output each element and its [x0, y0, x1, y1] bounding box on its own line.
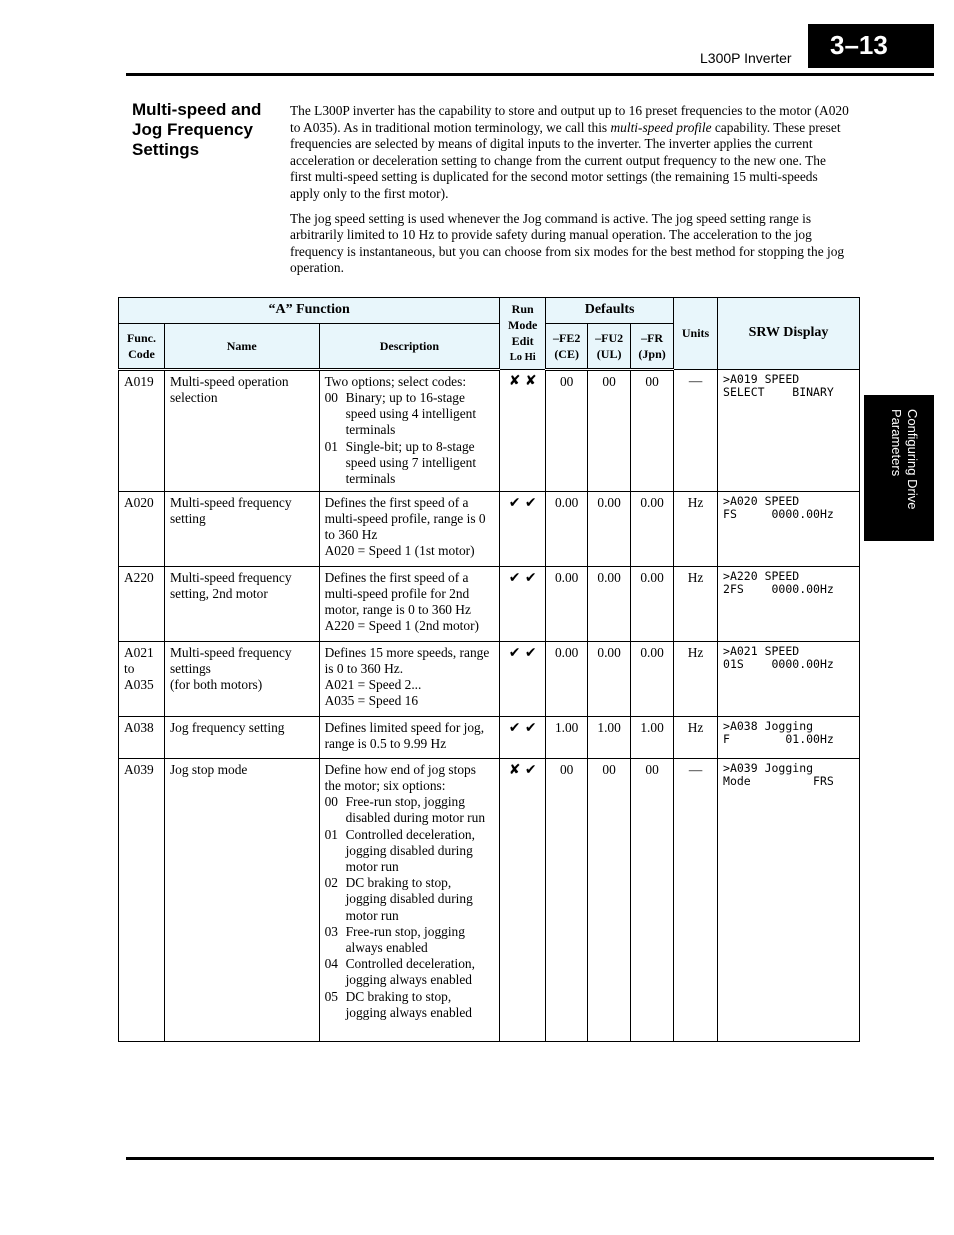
param-name: Jog stop mode: [164, 758, 319, 1041]
fu2-header: [588, 324, 631, 370]
option-text: Free-run stop, jogging always enabled: [345, 923, 465, 956]
func-code: A039: [119, 758, 165, 1041]
option-text: DC braking to stop, jogging disabled during motor run: [345, 875, 473, 923]
srw-display: [718, 491, 860, 566]
footer-rule: [126, 1157, 934, 1160]
fe2-h1: –FE2: [552, 330, 581, 345]
option-item: [325, 989, 495, 1021]
param-description: Defines limited speed for jog, range is 0.5 to 9.99 Hz: [319, 716, 500, 758]
header-rule: [126, 73, 934, 76]
units: Hz: [674, 641, 718, 716]
func-code: A020: [119, 491, 165, 566]
description-intro: Defines the first speed of a multi-speed profile for 2nd motor, range is 0 to 360 Hz: [324, 569, 471, 618]
table-row: [119, 566, 860, 641]
srw-line-2: 01S 0000.00Hz: [723, 656, 834, 671]
param-name: [164, 641, 319, 716]
srw-display: [718, 716, 860, 758]
param-name: Multi-speed frequency setting: [164, 491, 319, 566]
option-text: DC braking to stop, jogging always enabled: [345, 988, 472, 1020]
default-fr: 0.00: [631, 566, 674, 641]
table-row: [119, 491, 860, 566]
default-fe2: 00: [546, 758, 588, 1041]
srw-line-2: FS 0000.00Hz: [723, 506, 834, 521]
function-group-header: “A” Function: [119, 298, 500, 324]
srw-line-1: >A039 Jogging: [723, 760, 814, 775]
default-fu2: 1.00: [588, 716, 631, 758]
side-tab-line2: Parameters: [889, 409, 904, 477]
default-fu2: 0.00: [588, 566, 631, 641]
running-header-title: L300P Inverter: [700, 50, 792, 66]
fe2-h2: (CE): [554, 347, 579, 361]
option-text: Single-bit; up to 8-stage speed using 7 intelligent terminals: [345, 438, 477, 487]
default-fe2: 0.00: [546, 491, 588, 566]
intro-p1-text-b: capability. These preset frequencies are selected by means of digital inputs to the inverter. The inverter applies the current acceleration or deceleration setting to change from the current output frequency to the new one. The first multi-speed setting is duplicated for the second motor settings (the remaining 15 multi-speeds apply only to the first motor).: [290, 119, 841, 201]
fu2-h2: (UL): [596, 347, 622, 361]
func-code: A220: [119, 566, 165, 641]
run-mode-edit: ✘ ✔: [500, 758, 546, 1041]
option-item: [325, 827, 495, 876]
option-code: 01: [324, 826, 338, 842]
srw-line-1: >A021 SPEED: [723, 643, 800, 658]
parameter-table: [118, 297, 860, 1042]
table-row: [119, 716, 860, 758]
description-extra: A020 = Speed 1 (1st motor): [324, 543, 475, 559]
srw-line-1: >A220 SPEED: [723, 568, 800, 583]
default-fr: 00: [631, 369, 674, 491]
side-tab-line1: Configuring Drive: [905, 409, 920, 510]
func-code-to: to: [124, 661, 135, 677]
run-mode-h2: Mode: [508, 318, 538, 333]
func-code-h1: Func.: [126, 330, 156, 345]
param-name: Multi-speed frequency setting, 2nd motor: [164, 566, 319, 641]
run-mode-h3: Edit: [511, 334, 534, 349]
default-fe2: 00: [546, 369, 588, 491]
srw-display: [718, 641, 860, 716]
default-fu2: 00: [588, 758, 631, 1041]
option-code: 02: [324, 875, 338, 891]
run-mode-edit: ✔ ✔: [500, 641, 546, 716]
srw-display-header: SRW Display: [718, 298, 860, 370]
default-fu2: 0.00: [588, 491, 631, 566]
intro-p1-emphasis: multi-speed profile: [610, 119, 712, 135]
option-item: [325, 390, 495, 439]
func-code: [119, 641, 165, 716]
description-intro: Define how end of jog stops the motor; six options:: [324, 761, 476, 794]
run-mode-edit: ✔ ✔: [500, 566, 546, 641]
param-description: [319, 369, 500, 491]
intro-paragraph-1: [290, 103, 850, 203]
srw-display: [718, 566, 860, 641]
units-header: Units: [674, 298, 718, 370]
description-extra-2: A035 = Speed 16: [324, 693, 419, 709]
option-text: Controlled deceleration, jogging disabled during motor run: [345, 826, 475, 875]
run-mode-edit: ✘ ✘: [500, 369, 546, 491]
fe2-header: [546, 324, 588, 370]
param-name-main: Multi-speed frequency settings: [169, 644, 292, 677]
param-name-note: (for both motors): [169, 677, 263, 693]
description-header: Description: [319, 324, 500, 370]
units: —: [674, 369, 718, 491]
func-code: A019: [119, 369, 165, 491]
option-code: 00: [324, 390, 338, 406]
run-mode-edit: ✔ ✔: [500, 491, 546, 566]
param-description: [319, 566, 500, 641]
param-name: Jog frequency setting: [164, 716, 319, 758]
option-text: Controlled deceleration, jogging always enabled: [345, 956, 475, 988]
srw-line-1: >A020 SPEED: [723, 493, 800, 508]
srw-line-1: >A038 Jogging: [723, 718, 814, 733]
units: —: [674, 758, 718, 1041]
func-code-start: A021: [124, 644, 154, 660]
fr-h2: (Jpn): [638, 347, 666, 361]
default-fe2: 1.00: [546, 716, 588, 758]
description-intro: Two options; select codes:: [324, 373, 467, 389]
defaults-header: Defaults: [546, 298, 674, 324]
option-text: Binary; up to 16-stage speed using 4 intelligent terminals: [345, 390, 477, 438]
option-code: 04: [324, 956, 338, 972]
srw-line-2: 2FS 0000.00Hz: [723, 581, 834, 596]
srw-line-1: >A019 SPEED: [723, 371, 800, 386]
option-item: [325, 924, 495, 956]
option-code: 05: [324, 988, 338, 1004]
description-intro: Defines 15 more speeds, range is 0 to 360 Hz.: [324, 644, 490, 677]
fr-header: [631, 324, 674, 370]
default-fr: 1.00: [631, 716, 674, 758]
default-fr: 0.00: [631, 641, 674, 716]
default-fe2: 0.00: [546, 641, 588, 716]
func-code-end: A035: [124, 677, 154, 693]
param-name: Multi-speed operation selection: [164, 369, 319, 491]
option-text: Free-run stop, jogging disabled during motor run: [345, 794, 486, 826]
table-row: [119, 758, 860, 1041]
option-item: [325, 439, 495, 488]
name-header: Name: [164, 324, 319, 370]
srw-display: [718, 369, 860, 491]
func-code-h2: Code: [128, 347, 155, 361]
section-intro: [290, 103, 850, 285]
option-code: 01: [324, 438, 338, 454]
run-mode-edit: ✔ ✔: [500, 716, 546, 758]
section-heading: Multi-speed and Jog Frequency Settings: [132, 100, 262, 159]
fr-h1: –FR: [641, 330, 664, 345]
description-intro: Defines the first speed of a multi-speed profile, range is 0 to 360 Hz: [324, 494, 486, 543]
table-row: [119, 641, 860, 716]
srw-line-2: SELECT BINARY: [723, 384, 834, 399]
func-code-header: [119, 324, 165, 370]
intro-p1-text-a: The L300P inverter has the capability to store and output up to 16 preset frequencies to the motor (A020 to A035). As in traditional motion terminology, we call this: [290, 103, 849, 135]
fu2-h1: –FU2: [595, 330, 624, 345]
srw-display: [718, 758, 860, 1041]
description-extra: A021 = Speed 2...: [324, 677, 422, 693]
option-code: 00: [324, 794, 338, 810]
run-mode-h1: Run: [511, 302, 534, 316]
page-number: 3–13: [808, 24, 934, 68]
description-extra: A220 = Speed 1 (2nd motor): [324, 618, 480, 634]
default-fe2: 0.00: [546, 566, 588, 641]
run-mode-h4: Lo Hi: [509, 351, 536, 363]
option-item: [325, 875, 495, 924]
units: Hz: [674, 491, 718, 566]
param-description: [319, 641, 500, 716]
intro-paragraph-2: The jog speed setting is used whenever the Jog command is active. The jog speed setting range is arbitrarily limited to 10 Hz to provide safety during manual operation. The acceleration to the jog frequency is instantaneous, but you can choose from six modes for the best method for stopping the jog operation.: [290, 210, 845, 276]
param-description: [319, 758, 500, 1041]
default-fu2: 0.00: [588, 641, 631, 716]
option-item: [325, 794, 495, 826]
units: Hz: [674, 566, 718, 641]
chapter-side-tab: [864, 395, 934, 541]
run-mode-header: [500, 298, 546, 370]
table-row: [119, 369, 860, 491]
param-description: [319, 491, 500, 566]
func-code: A038: [119, 716, 165, 758]
option-code: 03: [324, 923, 338, 939]
default-fr: 0.00: [631, 491, 674, 566]
srw-line-2: Mode FRS: [723, 773, 834, 788]
default-fu2: 00: [588, 369, 631, 491]
option-item: [325, 956, 495, 988]
units: Hz: [674, 716, 718, 758]
srw-line-2: F 01.00Hz: [723, 731, 834, 746]
default-fr: 00: [631, 758, 674, 1041]
